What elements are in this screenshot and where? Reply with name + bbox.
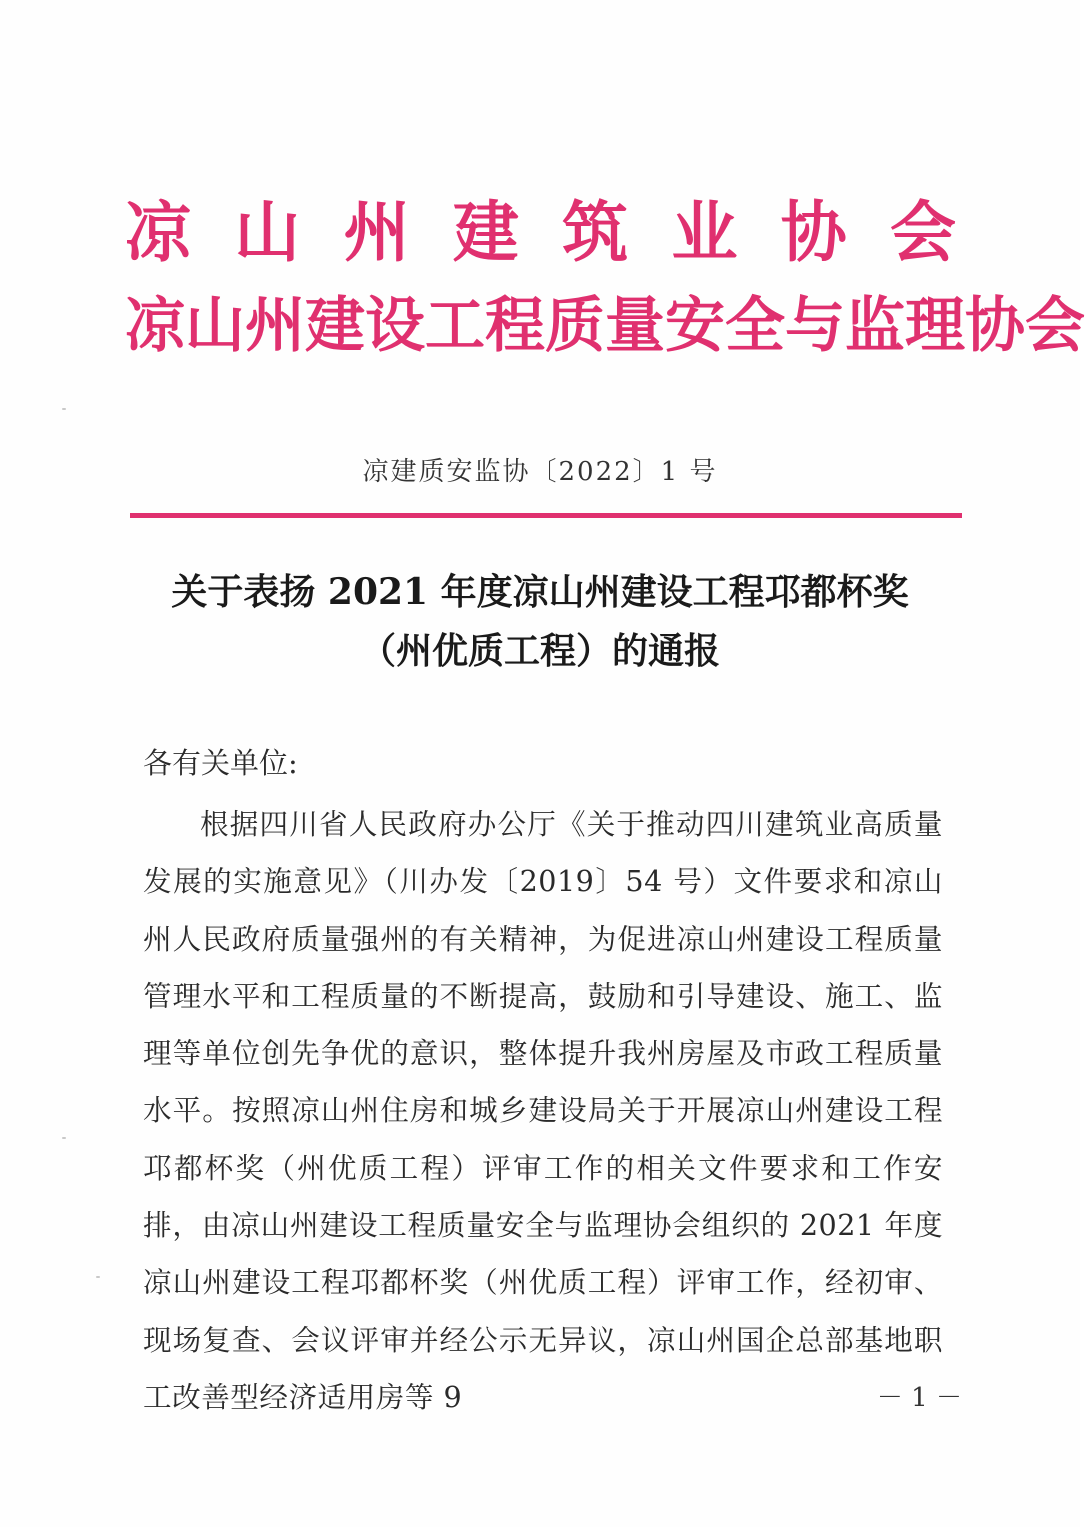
scan-speck <box>62 1137 66 1139</box>
org-name-line-2: 凉山州建设工程质量安全与监理协会 <box>125 291 1085 361</box>
red-divider-line <box>130 513 962 518</box>
page-number: － 1 － <box>876 1383 962 1413</box>
org-name-line-1: 凉山州建筑业协会 <box>125 193 960 271</box>
scan-speck <box>96 1276 100 1278</box>
document-number: 凉建质安监协〔2022〕1 号 <box>362 457 718 487</box>
document-title-line-1: 关于表扬 2021 年度凉山州建设工程邛都杯奖 <box>171 571 909 613</box>
body-paragraph: 根据四川省人民政府办公厅《关于推动四川建筑业高质量发展的实施意见》（川办发〔2019〕54 号）文件要求和凉山州人民政府质量强州的有关精神，为促进凉山州建设工程质量管理水平和工程质量的不断提高，鼓励和引导建设、施工、监理等单位创先争优的意识，整体提升我州房屋及市政工程质量水平。按照凉山州住房和城乡建设局关于开展凉山州建设工程邛都杯奖（州优质工程）评审工作的相关文件要求和工作安排，由凉山州建设工程质量安全与监理协会组织的 2021 年度凉山州建设工程邛都杯奖（州优质工程）评审工作，经初审、现场复查、会议评审并经公示无异议，凉山州国企总部基地职工改善型经济适用房等 9 <box>143 807 943 1414</box>
document-title-line-2: （州优质工程）的通报 <box>359 630 720 672</box>
scan-speck <box>62 408 66 410</box>
salutation: 各有关单位: <box>143 746 298 780</box>
